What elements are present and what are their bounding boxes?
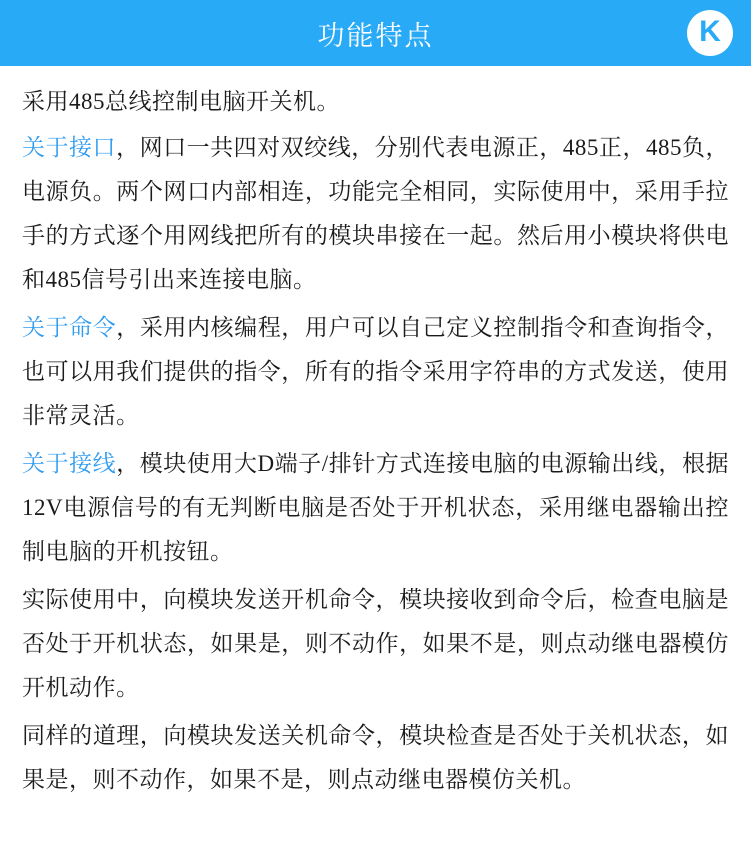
document-body: [0, 66, 751, 802]
paragraph-interface: [22, 126, 729, 302]
paragraph-label-command: 关于命令: [22, 315, 117, 340]
brand-logo-icon: [687, 10, 733, 56]
paragraph-wiring: [22, 442, 729, 574]
paragraph-label-interface: 关于接口: [22, 135, 117, 160]
paragraph-text: ，网口一共四对双绞线，分别代表电源正，485正，485负，电源负。两个网口内部相连，功能完全相同，实际使用中，采用手拉手的方式逐个用网线把所有的模块串接在一起。然后用小模块将供电和485信号引出来连接电脑。: [22, 135, 730, 292]
paragraph-power-off: [22, 714, 729, 802]
paragraph-power-on: [22, 578, 729, 710]
page-header: [0, 0, 751, 66]
paragraph-text: ，模块使用大D端子/排针方式连接电脑的电源输出线，根据12V电源信号的有无判断电脑是否处于开机状态，采用继电器输出控制电脑的开机按钮。: [22, 451, 730, 564]
paragraph-command: [22, 306, 729, 438]
paragraph-text: 同样的道理，向模块发送关机命令，模块检查是否处于关机状态，如果是，则不动作，如果不是，则点动继电器模仿关机。: [22, 723, 729, 792]
paragraph-label-wiring: 关于接线: [22, 451, 117, 476]
paragraph-intro: [22, 80, 729, 124]
paragraph-text: ，采用内核编程，用户可以自己定义控制指令和查询指令，也可以用我们提供的指令，所有的指令采用字符串的方式发送，使用非常灵活。: [22, 315, 730, 428]
page-title: 功能特点: [317, 20, 434, 51]
logo-letter: K: [699, 15, 721, 48]
paragraph-text: 实际使用中，向模块发送开机命令，模块接收到命令后，检查电脑是否处于开机状态，如果是，则不动作，如果不是，则点动继电器模仿开机动作。: [22, 587, 729, 700]
paragraph-text: 采用485总线控制电脑开关机。: [22, 89, 340, 114]
